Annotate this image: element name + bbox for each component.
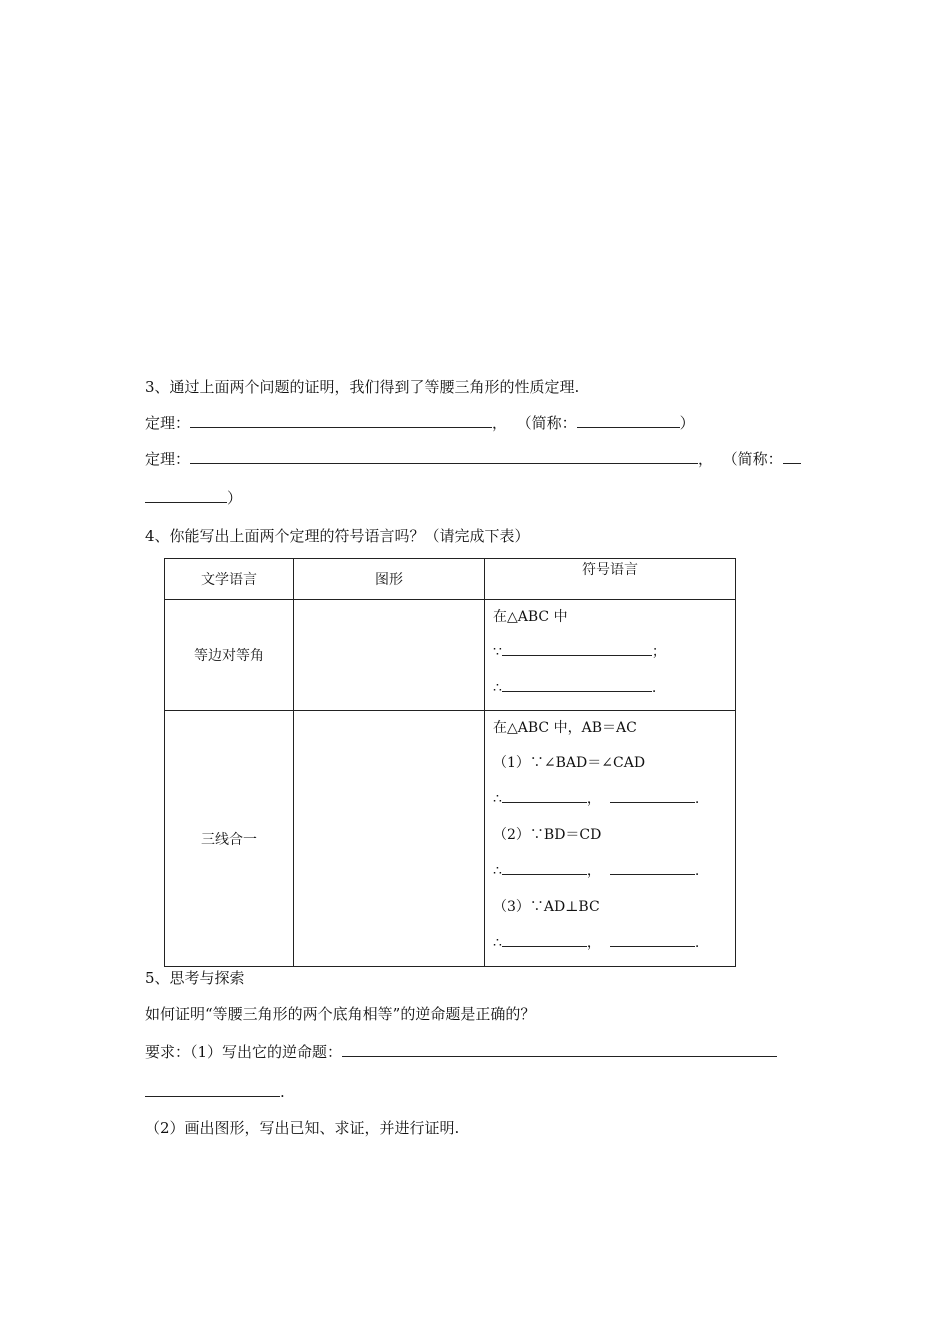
row1-label: 等边对等角 (165, 600, 294, 711)
row1-therefore-line (493, 670, 735, 706)
header-symbol-language: 符号语言 (485, 559, 736, 600)
period: . (694, 863, 700, 879)
comma: ， (586, 791, 601, 807)
theorem-label: 定理： (145, 414, 191, 432)
abbr-open: （简称： (722, 450, 783, 468)
row2-label: 三线合一 (165, 711, 294, 967)
therefore-symbol: ∴ (493, 863, 502, 879)
header-figure: 图形 (294, 559, 485, 600)
q5-converse-continuation (145, 1082, 285, 1102)
row2-case3: （3）∵AD⊥BC (493, 899, 600, 915)
therefore-symbol: ∴ (493, 680, 502, 696)
abbr-close: ） (679, 414, 695, 432)
theorem-1-blank[interactable] (190, 413, 492, 428)
q3-theorem-line-2 (145, 449, 801, 469)
abbr-2-blank-end[interactable] (145, 488, 227, 503)
case2-blank-a[interactable] (502, 860, 587, 875)
symbol-language-table (164, 558, 736, 967)
abbr-1-blank[interactable] (577, 413, 680, 428)
row2-case2: （2）∵BD＝CD (493, 827, 602, 843)
row2-case3-therefore (493, 925, 735, 961)
q5-requirement-1 (145, 1042, 777, 1062)
q3-abbr-continuation (145, 488, 242, 508)
row2-figure-cell[interactable] (294, 711, 485, 967)
because-symbol: ∵ (493, 644, 502, 660)
period: . (280, 1083, 285, 1101)
q3-theorem-line-1 (145, 413, 695, 433)
row1-figure-cell[interactable] (294, 600, 485, 711)
q5-question: 如何证明“等腰三角形的两个底角相等”的逆命题是正确的？ (145, 1005, 536, 1023)
abbr-2-blank-start[interactable] (783, 449, 801, 464)
q3-heading: 3、通过上面两个问题的证明，我们得到了等腰三角形的性质定理. (145, 378, 580, 396)
comma: ， (492, 414, 508, 432)
abbr-close: ） (227, 489, 243, 507)
converse-blank-start[interactable] (342, 1042, 777, 1057)
theorem-label: 定理： (145, 450, 191, 468)
row2-case2-therefore (493, 853, 735, 889)
comma: ， (586, 935, 601, 951)
theorem-2-blank[interactable] (190, 449, 698, 464)
row1-symbol-cell (485, 600, 736, 711)
therefore-symbol: ∴ (493, 935, 502, 951)
period: . (651, 680, 657, 696)
q4-heading: 4、你能写出上面两个定理的符号语言吗？（请完成下表） (145, 527, 530, 545)
row1-because-line (493, 634, 735, 670)
row2-case1-therefore (493, 781, 735, 817)
therefore-symbol: ∴ (493, 791, 502, 807)
table-row-equal-sides (165, 600, 736, 711)
q5-heading: 5、思考与探索 (145, 969, 245, 987)
semicolon: ； (651, 644, 666, 660)
row2-case1: （1）∵∠BAD＝∠CAD (493, 755, 646, 771)
comma: ， (698, 450, 714, 468)
case1-blank-a[interactable] (502, 788, 587, 803)
abbr-open: （简称： (516, 414, 577, 432)
period: . (694, 935, 700, 951)
table-header-row (165, 559, 736, 600)
row1-because-blank[interactable] (502, 641, 652, 656)
case3-blank-a[interactable] (502, 932, 587, 947)
case1-blank-b[interactable] (610, 788, 695, 803)
row1-therefore-blank[interactable] (502, 677, 652, 692)
comma: ， (586, 863, 601, 879)
q5-requirement-2: （2）画出图形，写出已知、求证，并进行证明. (145, 1119, 460, 1137)
converse-blank-end[interactable] (145, 1082, 280, 1097)
requirement-1-label: 要求：（1）写出它的逆命题： (145, 1043, 343, 1061)
case3-blank-b[interactable] (610, 932, 695, 947)
period: . (694, 791, 700, 807)
row2-symbol-cell (485, 711, 736, 967)
case2-blank-b[interactable] (610, 860, 695, 875)
table-row-three-lines (165, 711, 736, 967)
row1-in-triangle: 在△ABC 中 (493, 609, 568, 625)
header-literal-language: 文学语言 (165, 559, 294, 600)
row2-in-triangle: 在△ABC 中，AB＝AC (493, 720, 637, 736)
